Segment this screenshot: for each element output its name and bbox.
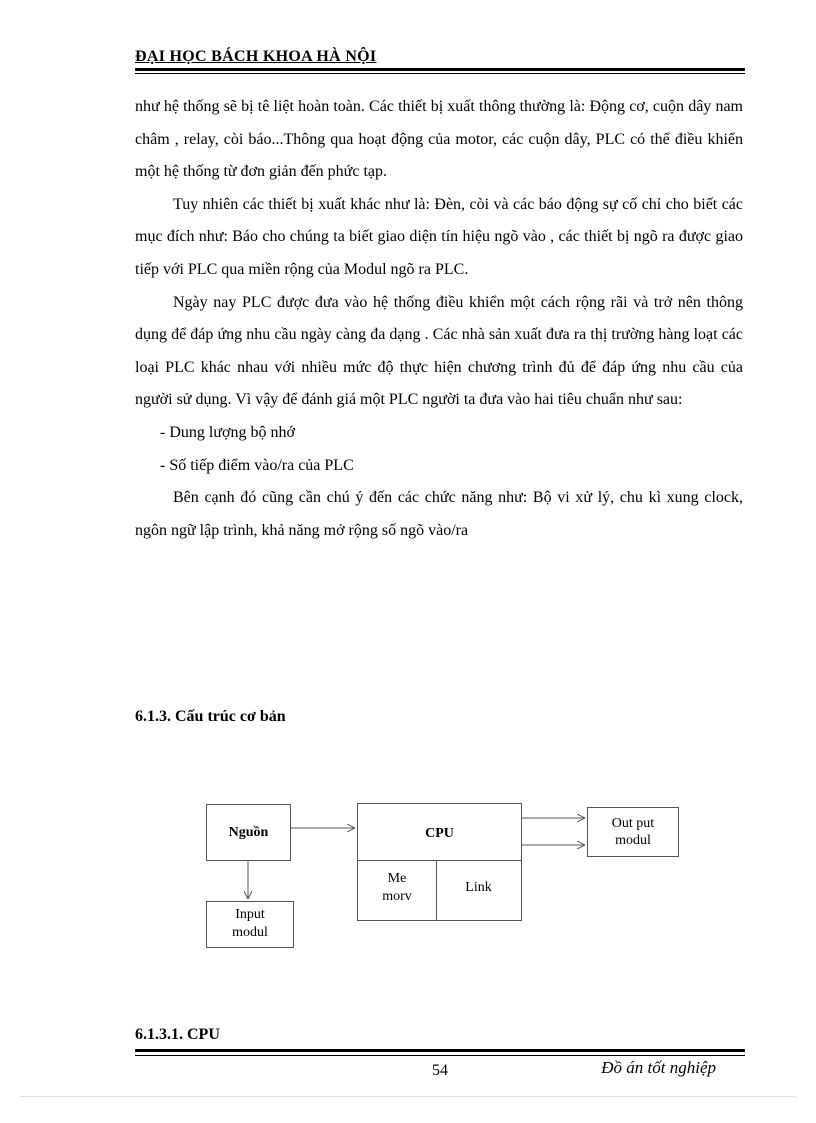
memory-label-1: Me <box>387 871 407 886</box>
output-module-label-1: Out put <box>611 816 655 831</box>
paragraph: Bên cạnh đó cũng cần chú ý đến các chức năng như: Bộ vi xử lý, chu kì xung clock, ngôn ngữ lập trình, khả năng mở rộng số ngõ vào/ra <box>135 489 743 539</box>
list-item: - Số tiếp điểm vào/ra của PLC <box>160 456 354 474</box>
power-box <box>206 804 291 861</box>
link-label: Link <box>465 880 492 895</box>
power-label: Nguồn <box>228 825 269 840</box>
input-module-label-1: Input <box>235 907 265 922</box>
output-module-label-2: modul <box>615 833 651 848</box>
link-section <box>436 860 521 920</box>
footer-title: Đồ án tốt nghiệp <box>601 1058 716 1077</box>
section-heading: 6.1.3. Cấu trúc cơ bản <box>135 708 286 725</box>
body-text <box>135 91 743 547</box>
footer-rule-thick <box>135 1049 745 1052</box>
footer-rule-thin <box>135 1055 745 1056</box>
subsection-heading: 6.1.3.1. CPU <box>135 1026 220 1043</box>
header-rule-thin <box>135 73 745 74</box>
paragraph: như hệ thống sẽ bị tê liệt hoàn toàn. Các thiết bị xuất thông thường là: Động cơ, cuộn dây nam châm , relay, còi báo...Thông qua hoạt động của motor, các cuộn dây, PLC có thể điều khiển một hệ thống từ đơn giản đến phức tạp. <box>135 98 743 181</box>
list-item: - Dung lượng bộ nhớ <box>160 423 295 441</box>
cpu-box <box>357 803 522 921</box>
header-rule-thick <box>135 68 745 71</box>
memory-section <box>358 860 437 920</box>
cpu-label: CPU <box>425 826 454 841</box>
input-module-box <box>206 901 294 948</box>
paragraph: Tuy nhiên các thiết bị xuất khác như là: Đèn, còi và các báo động sự cố chỉ cho biết các mục đích như: Báo cho chúng ta biết giao diện tín hiệu ngõ vào , các thiết bị ngõ ra được giao tiếp với PLC qua miền rộng của Modul ngõ ra PLC. <box>135 195 743 278</box>
memory-label-2: morv <box>382 889 412 904</box>
page-number: 54 <box>432 1062 448 1079</box>
page-bottom-divider <box>20 1096 796 1097</box>
paragraph: Ngày nay PLC được đưa vào hệ thống điều khiển một cách rộng rãi và trở nên thông dụng để đáp ứng nhu cầu ngày càng đa dạng . Các nhà sản xuất đưa ra thị trường hàng loạt các loại PLC khác nhau với nhiều mức độ thực hiện chương trình đủ để đáp ứng nhu cầu của người sử dụng. Vì vậy để đánh giá một PLC người ta đưa vào hai tiêu chuẩn như sau: <box>135 293 743 409</box>
output-module-box <box>587 807 679 857</box>
input-module-label-2: modul <box>232 925 268 940</box>
page-header-title: ĐẠI HỌC BÁCH KHOA HÀ NỘI <box>135 48 377 65</box>
